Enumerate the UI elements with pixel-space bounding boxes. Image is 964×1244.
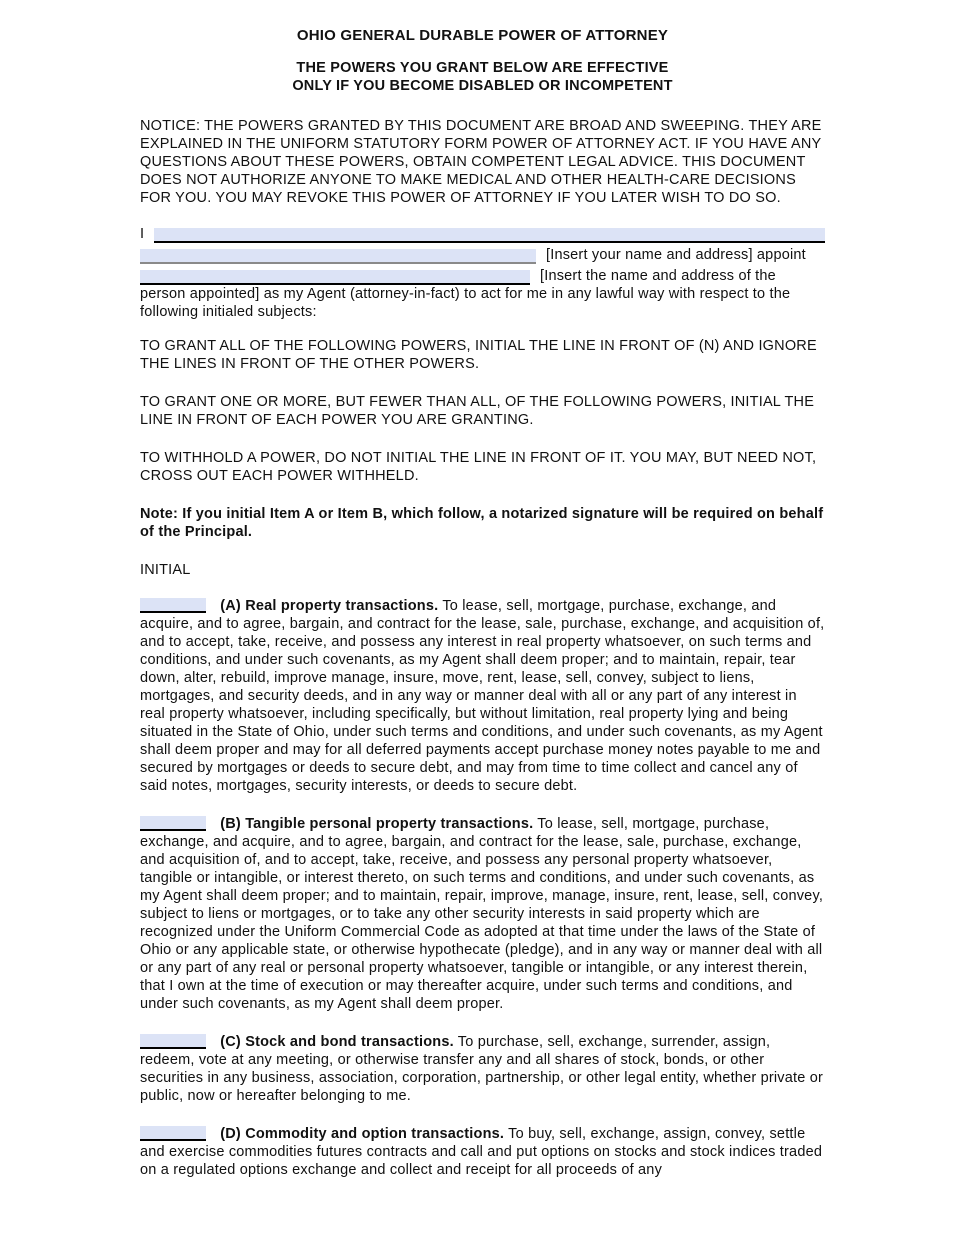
initial-heading: INITIAL [140, 562, 191, 578]
power-text-a: To lease, sell, mortgage, purchase, exchange, and acquire, and to agree, bargain, and contract for the lease, sale, purchase, exchange, and acquisition of, and to accept, take, receive, and possess any interest in real property whatsoever, on such terms and conditions, and under such covenants, as my Agent shall deem proper; and to maintain, repair, tear down, alter, rebuild, improve manage, insure, move, rent, lease, sell, convey, subject to liens, mortgages, and security deeds, and in any way or manner deal with all or any part of any interest in real property whatsoever, including specifically, but without limitation, real property lying and being situated in the State of Ohio, under such terms and conditions, and under such covenants, as my Agent shall deem proper and may for all deferred payments accept purchase money notes payable to me and secured by mortgages or deeds to secure debt, and may from time to time collect and cancel any of said notes, mortgages, security interests, or deeds to secure debt. [140, 598, 825, 794]
power-text-c: To purchase, sell, exchange, surrender, assign, redeem, vote at any meeting, or otherwise transfer any and all shares of stock, bonds, or other securities in any business, association, corporation, partnership, or other legal entity, whether private or public, now or hereafter belonging to me. [140, 1034, 824, 1104]
principal-address-field[interactable] [140, 249, 536, 264]
principal-name-field[interactable] [154, 228, 825, 243]
initial-field-a[interactable] [140, 598, 206, 613]
instruction-withhold: TO WITHHOLD A POWER, DO NOT INITIAL THE LINE IN FRONT OF IT. YOU MAY, BUT NEED NOT, CROSS OUT EACH POWER WITHHELD. [140, 450, 817, 484]
principal-hint-label: [Insert your name and address] appoint [546, 247, 806, 263]
power-label-b: (B) Tangible personal property transactions. [220, 816, 534, 832]
power-label-c: (C) Stock and bond transactions. [220, 1034, 454, 1050]
initial-field-b[interactable] [140, 816, 206, 831]
subtitle-line-2: ONLY IF YOU BECOME DISABLED OR INCOMPETENT [292, 78, 673, 94]
power-paragraph-b [140, 815, 825, 1013]
agent-name-field[interactable] [140, 270, 530, 285]
appointment-continuation: person appointed] as my Agent (attorney-in-fact) to act for me in any lawful way with respect to the following initialed subjects: [140, 286, 791, 320]
power-label-a: (A) Real property transactions. [220, 598, 439, 614]
instruction-grant-all: TO GRANT ALL OF THE FOLLOWING POWERS, INITIAL THE LINE IN FRONT OF (N) AND IGNORE THE LINES IN FRONT OF THE OTHER POWERS. [140, 338, 817, 372]
notice-paragraph: NOTICE: THE POWERS GRANTED BY THIS DOCUMENT ARE BROAD AND SWEEPING. THEY ARE EXPLAINED IN THE UNIFORM STATUTORY FORM POWER OF ATTORNEY ACT. IF YOU HAVE ANY QUESTIONS ABOUT THESE POWERS, OBTAIN COMPETENT LEGAL ADVICE. THIS DOCUMENT DOES NOT AUTHORIZE ANYONE TO MAKE MEDICAL AND OTHER HEALTH-CARE DECISIONS FOR YOU. YOU MAY REVOKE THIS POWER OF ATTORNEY IF YOU LATER WISH TO DO SO. [140, 118, 822, 206]
instruction-grant-some: TO GRANT ONE OR MORE, BUT FEWER THAN ALL, OF THE FOLLOWING POWERS, INITIAL THE LINE IN FRONT OF EACH POWER YOU ARE GRANTING. [140, 394, 815, 428]
notarization-note: Note: If you initial Item A or Item B, which follow, a notarized signature will be required on behalf of the Principal. [140, 506, 824, 540]
power-text-b: To lease, sell, mortgage, purchase, exchange, and acquire, and to agree, bargain, and contract for the lease, sale, purchase, exchange, and acquisition of, and to accept, take, receive, and possess any personal property whatsoever, tangible or intangible, or interest thereto, on such terms and conditions, and under such covenants, as my Agent shall deem proper; and to maintain, repair, improve, manage, insure, rent, lease, sell, convey, subject to liens or mortgages, or to take any other security interests in said property which are recognized under the Uniform Commercial Code as adopted at that time under the laws of the State of Ohio or any applicable state, or otherwise hypothecate (pledge), and in any way or manner deal with all or any part of any real or personal property whatsoever, tangible or intangible, or any interest therein, that I own at the time of execution or may thereafter acquire, under such terms and conditions, and under such covenants, as my Agent shall deem proper. [140, 816, 824, 1012]
power-paragraph-d [140, 1125, 825, 1179]
agent-hint-label: [Insert the name and address of the [540, 268, 776, 284]
appointment-section [140, 220, 825, 321]
principal-pronoun: I [140, 226, 145, 242]
document-subtitle [140, 59, 825, 95]
document-title: OHIO GENERAL DURABLE POWER OF ATTORNEY [296, 27, 669, 44]
initial-field-d[interactable] [140, 1126, 206, 1141]
power-label-d: (D) Commodity and option transactions. [220, 1126, 505, 1142]
power-paragraph-a [140, 597, 825, 795]
principal-name-row [140, 220, 825, 243]
principal-address-row [140, 243, 825, 264]
power-paragraph-c [140, 1033, 825, 1105]
subtitle-line-1: THE POWERS YOU GRANT BELOW ARE EFFECTIVE [296, 60, 669, 76]
power-text-d: To buy, sell, exchange, assign, convey, settle and exercise commodities futures contracts and call and put options on stocks and stock indices traded on a regulated options exchange and collect and receipt for all proceeds of any [140, 1126, 823, 1178]
agent-name-row [140, 264, 825, 285]
initial-field-c[interactable] [140, 1034, 206, 1049]
